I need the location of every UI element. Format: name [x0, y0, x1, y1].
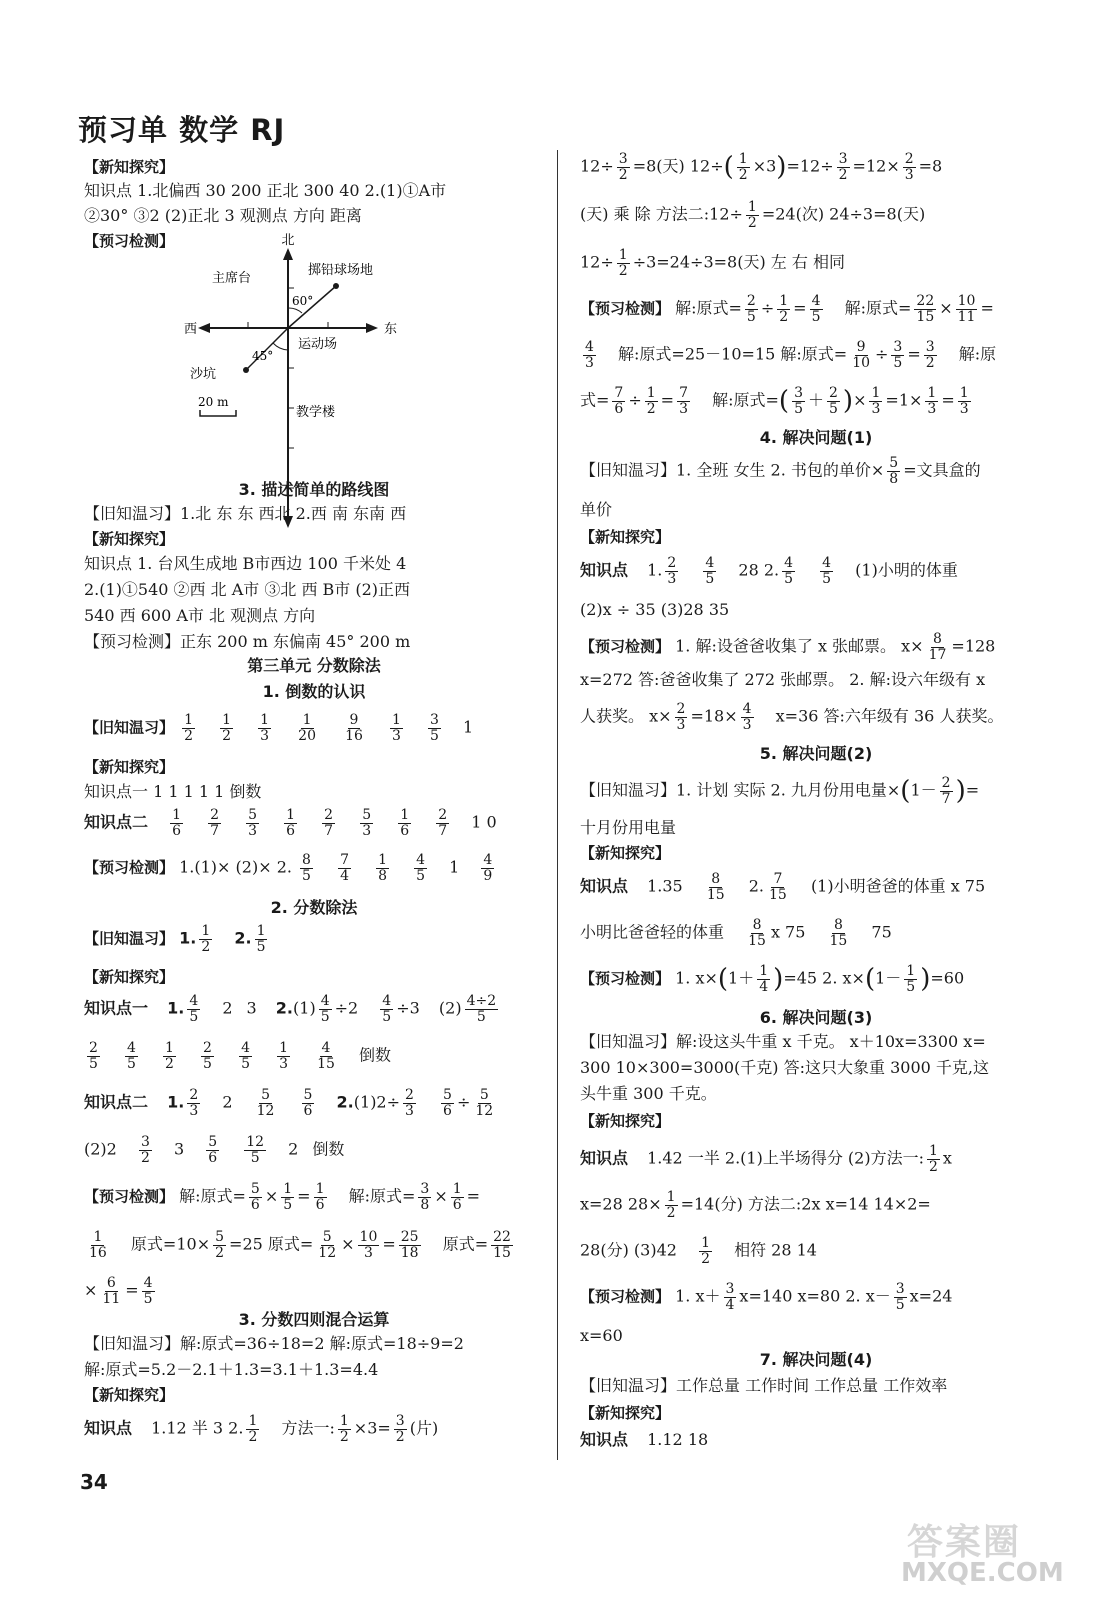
section-tag: 【新知探究】: [580, 844, 671, 862]
section-title: 7. 解决问题(4): [759, 1350, 873, 1369]
label-sports-field: 运动场: [298, 337, 338, 352]
answer-line: (2)x ÷ 35 (3)28 35: [580, 600, 730, 619]
section-tag: 【新知探究】: [84, 530, 175, 548]
answer-line: 【预习检测】正东 200 m 东偏南 45° 200 m: [84, 632, 411, 651]
label-angle-60: 60°: [292, 294, 314, 308]
answer-line: 【旧知温习】1. 全班 女生 2. 书包的单价× $\frac{5}{8}$ =文具盒的: [580, 455, 981, 487]
label-sandpit: 沙坑: [190, 367, 217, 382]
sandpit-point: [243, 367, 249, 373]
answer-line: x=28 28× $\frac{1}{2}$ =14(分) 方法二:2x x=14 14×2=: [580, 1189, 931, 1221]
answer-line: ②30° ③2 (2)正北 3 观测点 方向 距离: [84, 206, 362, 225]
answer-line: 十月份用电量: [580, 818, 677, 837]
label-scale: 20 m: [198, 395, 229, 409]
answer-line: 【旧知温习】1.北 东 东 西北 2.西 南 东南 西: [84, 504, 407, 523]
answer-line: 300 10×300=3000(千克) 答:这只大象重 3000 千克,这: [580, 1058, 989, 1077]
answer-line: x=60: [580, 1326, 623, 1345]
page-number: 34: [80, 1470, 108, 1494]
page-header: 预习单 数学 RJ: [78, 113, 286, 147]
answer-line: (2)2 $\frac{3}{2}$ 3 $\frac{5}{6}$ $\frac{12}{5}$ 2 倒数: [84, 1134, 345, 1166]
answer-line: 【预习检测】 1. 解:设爸爸收集了 x 张邮票。 x× $\frac{8}{17}$ =128: [580, 631, 996, 663]
answer-line: $\frac{4}{3}$ 解:原式=25－10=15 解:原式= $\frac{9}{10}$ ÷ $\frac{3}{5}$ = $\frac{3}{2}$ 解:原: [585, 339, 997, 371]
label-shotput: 掷铅球场地: [308, 263, 374, 278]
answer-line: 头牛重 300 千克。: [580, 1084, 717, 1103]
answer-line: 【旧知温习】工作总量 工作时间 工作总量 工作效率: [580, 1376, 948, 1395]
answer-line: 知识点 1.12 18: [580, 1430, 709, 1449]
shotput-point: [333, 283, 339, 289]
label-zhuxitai: 主席台: [212, 271, 252, 286]
unit-title: 第三单元 分数除法: [247, 656, 381, 675]
answer-line: 【预习检测】 1. x＋ $\frac{3}{4}$ x=140 x=80 2. x－ $\frac{3}{5}$ x=24: [580, 1281, 953, 1313]
section-tag: 【新知探究】: [580, 528, 671, 546]
section-tag: 【新知探究】: [84, 758, 175, 776]
answer-line: 知识点二 $\frac{1}{6}$ $\frac{2}{7}$ $\frac{5}{3}$ $\frac{1}{6}$ $\frac{2}{7}$ $\frac{5}{3}$ $\frac{1}{6}$ $\frac{2}{7}$ 1 0: [84, 807, 497, 839]
answer-line: 式= $\frac{7}{6}$ ÷ $\frac{1}{2}$ = $\frac{7}{3}$ 解:原式=( $\frac{3}{5}$ ＋ $\frac{2}{5}$ )× $\frac{1}{3}$ =1× $\frac{1}{3}$ = $\frac{1}{3}$: [580, 385, 969, 417]
answer-line: 知识点 1. 台风生成地 B市西边 100 千米处 4: [84, 554, 407, 573]
answer-line: 知识点 1.42 一半 2.(1)上半场得分 (2)方法一: $\frac{1}{2}$ x: [580, 1143, 952, 1175]
section-title: 6. 解决问题(3): [759, 1008, 873, 1027]
answer-line: 【旧知温习】 $\frac{1}{2}$ $\frac{1}{2}$ $\frac{1}{3}$ $\frac{1}{20}$ $\frac{9}{16}$ $\frac{1}{3}$ $\frac{3}{5}$ 1: [84, 712, 474, 744]
section-title: 2. 分数除法: [270, 898, 358, 917]
answer-line: × $\frac{6}{11}$ = $\frac{4}{5}$: [84, 1275, 153, 1307]
answer-line: 单价: [580, 500, 613, 519]
answer-line: 28(分) (3)42 $\frac{1}{2}$ 相符 28 14: [580, 1235, 817, 1267]
section-tag: 【新知探究】: [84, 968, 175, 986]
answer-line: 【预习检测】 解:原式= $\frac{2}{5}$ ÷ $\frac{1}{2}$ = $\frac{4}{5}$ 解:原式= $\frac{22}{15}$ × $\frac{10}{11}$ =: [580, 293, 994, 325]
answer-line: $\frac{1}{16}$ 原式=10× $\frac{5}{2}$ =25 原式= $\frac{5}{12}$ × $\frac{10}{3}$ = $\frac{25}{18}$ 原式= $\frac{22}{15}$: [89, 1229, 511, 1261]
label-teaching-building: 教学楼: [296, 405, 336, 420]
watermark-bottom: MXQE.COM: [901, 1558, 1064, 1588]
answer-line: $\frac{2}{5}$ $\frac{4}{5}$ $\frac{1}{2}$ $\frac{2}{5}$ $\frac{4}{5}$ $\frac{1}{3}$ $\frac{4}{15}$ 倒数: [89, 1040, 392, 1072]
east-arrow-icon: [366, 323, 378, 333]
section-title: 5. 解决问题(2): [759, 744, 873, 763]
north-arrow-icon: [283, 248, 293, 260]
answer-line: (天) 乘 除 方法二:12÷ $\frac{1}{2}$ =24(次) 24÷3=8(天): [580, 199, 926, 231]
watermark-logo: [899, 1514, 1089, 1588]
answer-line: 【预习检测】 1.(1)× (2)× 2. $\frac{8}{5}$ $\frac{7}{4}$ $\frac{1}{8}$ $\frac{4}{5}$ 1 $\frac{4}{9}$: [84, 852, 493, 884]
angle-arc-60: [288, 308, 302, 313]
west-arrow-icon: [198, 323, 210, 333]
column-divider: [557, 150, 558, 1460]
section-title: 3. 描述简单的路线图: [238, 480, 390, 499]
answer-line: 知识点 1.35 $\frac{8}{15}$ 2. $\frac{7}{15}$ (1)小明爸爸的体重 x 75: [580, 871, 986, 903]
scale-bar: [200, 410, 236, 416]
answer-line: 2.(1)①540 ②西 北 A市 ③北 西 B市 (2)正西: [84, 580, 411, 599]
answer-line: 12÷ $\frac{3}{2}$ =8(天) 12÷( $\frac{1}{2}$ ×3)=12÷ $\frac{3}{2}$ =12× $\frac{2}{3}$ =8: [580, 151, 943, 183]
answer-line: 知识点二 1. $\frac{2}{3}$ 2 $\frac{5}{12}$ $\frac{5}{6}$ 2.(1)2÷ $\frac{2}{3}$ $\frac{5}{6}$ ÷ $\frac{5}{12}$: [84, 1087, 494, 1119]
answer-line: x=272 答:爸爸收集了 272 张邮票。 2. 解:设六年级有 x: [580, 670, 986, 689]
answer-line: 小明比爸爸轻的体重 $\frac{8}{15}$ x 75 $\frac{8}{15}$ 75: [580, 917, 892, 949]
label-west: 西: [184, 322, 198, 337]
answer-line: 解:原式=5.2－2.1＋1.3=3.1＋1.3=4.4: [84, 1360, 379, 1379]
answer-line: 知识点 1.北偏西 30 200 正北 300 40 2.(1)①A市: [84, 181, 447, 200]
answer-line: 知识点 1.12 半 3 2. $\frac{1}{2}$ 方法一: $\frac{1}{2}$ ×3= $\frac{3}{2}$ (片): [84, 1413, 439, 1445]
section-title: 3. 分数四则混合运算: [238, 1310, 390, 1329]
section-tag: 【新知探究】: [580, 1404, 671, 1422]
section-tag: 【新知探究】: [580, 1112, 671, 1130]
answer-line: 知识点一 1. $\frac{4}{5}$ 2 3 2.(1) $\frac{4}{5}$ ÷2 $\frac{4}{5}$ ÷3 (2) $\frac{4\div 2}{5}$: [84, 993, 497, 1025]
answer-line: 540 西 600 A市 北 观测点 方向: [84, 606, 316, 625]
answer-line: 人获奖。 x× $\frac{2}{3}$ =18× $\frac{4}{3}$ x=36 答:六年级有 36 人获奖。: [580, 701, 1004, 733]
watermark-top: 答案圈: [907, 1522, 1022, 1563]
answer-line: 【旧知温习】解:设这头牛重 x 千克。 x＋10x=3300 x=: [580, 1032, 986, 1051]
angle-arc-45: [273, 343, 288, 350]
answer-line: 【旧知温习】 1. $\frac{1}{2}$ 2. $\frac{1}{5}$: [84, 923, 266, 955]
section-tag: 【预习检测】: [84, 232, 175, 250]
section-tag: 【新知探究】: [84, 158, 175, 176]
answer-line: 知识点 1. $\frac{2}{3}$ $\frac{4}{5}$ 28 2. $\frac{4}{5}$ $\frac{4}{5}$ (1)小明的体重: [580, 555, 958, 587]
section-tag: 【新知探究】: [84, 1386, 175, 1404]
section-title: 4. 解决问题(1): [759, 428, 873, 447]
section-title: 1. 倒数的认识: [262, 682, 366, 701]
answer-line: 知识点一 1 1 1 1 1 倒数: [84, 782, 262, 801]
answer-line: 【预习检测】 解:原式= $\frac{5}{6}$ × $\frac{1}{5}$ = $\frac{1}{6}$ 解:原式= $\frac{3}{8}$ × $\frac{1}{6}$ =: [84, 1181, 481, 1213]
answer-line: 12÷ $\frac{1}{2}$ ÷3=24÷3=8(天) 左 右 相同: [580, 247, 845, 279]
answer-line: 【旧知温习】解:原式=36÷18=2 解:原式=18÷9=2: [84, 1334, 464, 1353]
label-east: 东: [384, 322, 398, 337]
answer-line: 【旧知温习】1. 计划 实际 2. 九月份用电量×(1－ $\frac{2}{7}$ )=: [580, 775, 980, 807]
label-angle-45: 45°: [252, 349, 274, 363]
label-north: 北: [281, 233, 295, 248]
answer-line: 【预习检测】 1. x×(1＋ $\frac{1}{4}$ )=45 2. x×(1－ $\frac{1}{5}$ )=60: [580, 963, 965, 995]
